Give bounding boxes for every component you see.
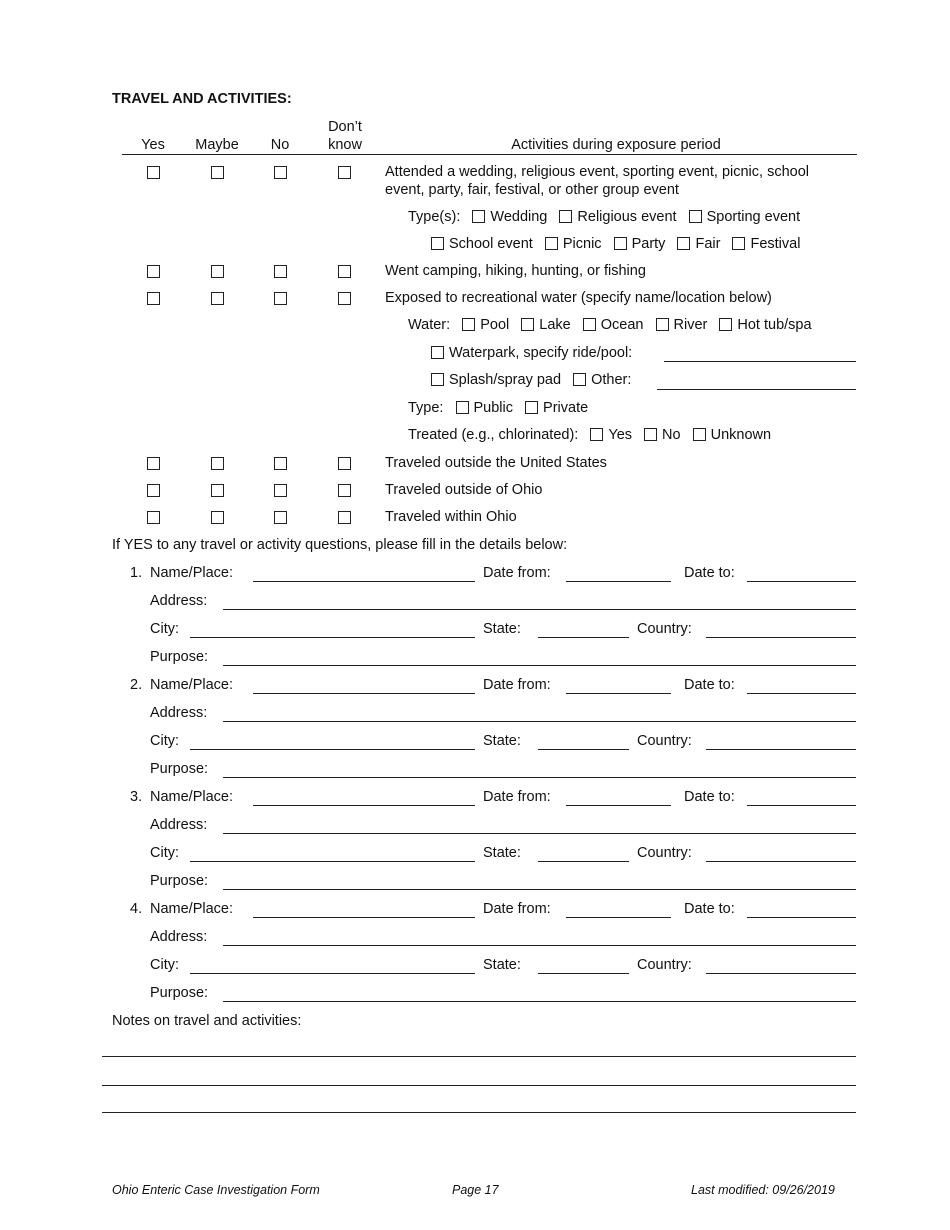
date-to-label: Date to:	[684, 677, 735, 693]
purpose-label: Purpose:	[150, 873, 209, 889]
name-place-label: Name/Place:	[150, 789, 234, 805]
state-input[interactable]	[538, 861, 629, 862]
outside-us-label: Traveled outside the United States	[385, 455, 607, 471]
country-input[interactable]	[706, 749, 856, 750]
state-label: State:	[483, 845, 521, 861]
public-label: Public	[473, 400, 513, 416]
other-water-input[interactable]	[657, 389, 856, 390]
outside-us-no-checkbox[interactable]	[274, 457, 287, 470]
outside-ohio-label: Traveled outside of Ohio	[385, 482, 543, 498]
date-to-label: Date to:	[684, 901, 735, 917]
notes-line-1[interactable]	[102, 1056, 856, 1057]
purpose-input[interactable]	[223, 1001, 856, 1002]
name-place-input[interactable]	[253, 581, 475, 582]
lake-label: Lake	[539, 317, 571, 333]
camping-maybe-checkbox[interactable]	[211, 265, 224, 278]
picnic-checkbox[interactable]	[545, 237, 558, 250]
waterpark-label: Waterpark, specify ride/pool:	[449, 345, 633, 361]
event-types-row1	[408, 209, 800, 226]
treated-yes-label: Yes	[608, 427, 633, 443]
notes-line-2[interactable]	[102, 1085, 856, 1086]
camping-label: Went camping, hiking, hunting, or fishing	[385, 263, 646, 279]
header-activities: Activities during exposure period	[511, 137, 721, 153]
within-ohio-label: Traveled within Ohio	[385, 509, 517, 525]
fair-label: Fair	[695, 236, 721, 252]
date-to-input[interactable]	[747, 581, 856, 582]
section-title: TRAVEL AND ACTIVITIES:	[112, 91, 292, 107]
entry-number: 4.	[130, 901, 143, 917]
address-label: Address:	[150, 817, 208, 833]
notes-line-3[interactable]	[102, 1112, 856, 1113]
country-label: Country:	[637, 957, 692, 973]
ocean-checkbox[interactable]	[583, 318, 596, 331]
splash-row	[431, 372, 631, 389]
lake-checkbox[interactable]	[521, 318, 534, 331]
event-types-row2	[431, 236, 800, 253]
footer-last-modified: Last modified: 09/26/2019	[691, 1183, 835, 1197]
within-ohio-yes-checkbox[interactable]	[147, 511, 160, 524]
treated-no-checkbox[interactable]	[644, 428, 657, 441]
header-no: No	[270, 137, 290, 153]
state-input[interactable]	[538, 749, 629, 750]
header-dont-know-line1: Don’t	[328, 119, 362, 135]
sporting-event-checkbox[interactable]	[689, 210, 702, 223]
name-place-label: Name/Place:	[150, 901, 234, 917]
treated-unknown-checkbox[interactable]	[693, 428, 706, 441]
treated-yes-checkbox[interactable]	[590, 428, 603, 441]
country-input[interactable]	[706, 637, 856, 638]
school-event-checkbox[interactable]	[431, 237, 444, 250]
within-ohio-dont-know-checkbox[interactable]	[338, 511, 351, 524]
religious-event-checkbox[interactable]	[559, 210, 572, 223]
details-prompt: If YES to any travel or activity questions, please fill in the details below:	[112, 537, 568, 553]
country-input[interactable]	[706, 861, 856, 862]
date-to-input[interactable]	[747, 805, 856, 806]
country-label: Country:	[637, 733, 692, 749]
address-input[interactable]	[223, 833, 856, 834]
splash-pad-label: Splash/spray pad	[449, 372, 562, 388]
date-from-input[interactable]	[566, 693, 671, 694]
notes-label: Notes on travel and activities:	[112, 1013, 302, 1029]
date-from-label: Date from:	[483, 565, 551, 581]
city-label: City:	[150, 733, 179, 749]
date-to-label: Date to:	[684, 789, 735, 805]
other-water-label: Other:	[591, 372, 632, 388]
outside-us-dont-know-checkbox[interactable]	[338, 457, 351, 470]
name-place-input[interactable]	[253, 805, 475, 806]
name-place-label: Name/Place:	[150, 565, 234, 581]
header-yes: Yes	[141, 137, 165, 153]
footer-form-name: Ohio Enteric Case Investigation Form	[112, 1183, 320, 1197]
date-from-input[interactable]	[566, 805, 671, 806]
address-input[interactable]	[223, 609, 856, 610]
date-from-label: Date from:	[483, 901, 551, 917]
water-access-row	[408, 400, 588, 417]
sporting-event-label: Sporting event	[706, 209, 801, 225]
state-input[interactable]	[538, 973, 629, 974]
header-underline	[122, 154, 857, 155]
header-dont-know-line2: know	[328, 137, 362, 153]
date-from-label: Date from:	[483, 789, 551, 805]
types-label: Type(s):	[408, 209, 461, 225]
treated-no-label: No	[662, 427, 681, 443]
name-place-label: Name/Place:	[150, 677, 234, 693]
party-checkbox[interactable]	[614, 237, 627, 250]
public-checkbox[interactable]	[456, 401, 469, 414]
ocean-label: Ocean	[600, 317, 644, 333]
water-types-row	[408, 317, 812, 334]
state-input[interactable]	[538, 637, 629, 638]
address-label: Address:	[150, 929, 208, 945]
fair-checkbox[interactable]	[677, 237, 690, 250]
water-label: Water:	[408, 317, 451, 333]
outside-us-maybe-checkbox[interactable]	[211, 457, 224, 470]
purpose-label: Purpose:	[150, 761, 209, 777]
rec-water-maybe-checkbox[interactable]	[211, 292, 224, 305]
treated-unknown-label: Unknown	[710, 427, 772, 443]
outside-ohio-dont-know-checkbox[interactable]	[338, 484, 351, 497]
entry-number: 3.	[130, 789, 143, 805]
city-label: City:	[150, 621, 179, 637]
type-label: Type:	[408, 400, 444, 416]
name-place-input[interactable]	[253, 693, 475, 694]
address-label: Address:	[150, 593, 208, 609]
festival-checkbox[interactable]	[732, 237, 745, 250]
city-label: City:	[150, 957, 179, 973]
date-from-input[interactable]	[566, 917, 671, 918]
group-event-label-line1: Attended a wedding, religious event, sporting event, picnic, school	[385, 164, 809, 180]
picnic-label: Picnic	[562, 236, 602, 252]
within-ohio-no-checkbox[interactable]	[274, 511, 287, 524]
river-checkbox[interactable]	[656, 318, 669, 331]
group-event-no-checkbox[interactable]	[274, 166, 287, 179]
group-event-maybe-checkbox[interactable]	[211, 166, 224, 179]
private-label: Private	[543, 400, 589, 416]
festival-label: Festival	[750, 236, 801, 252]
outside-ohio-no-checkbox[interactable]	[274, 484, 287, 497]
outside-ohio-maybe-checkbox[interactable]	[211, 484, 224, 497]
country-input[interactable]	[706, 973, 856, 974]
group-event-yes-checkbox[interactable]	[147, 166, 160, 179]
date-to-input[interactable]	[747, 693, 856, 694]
outside-ohio-yes-checkbox[interactable]	[147, 484, 160, 497]
purpose-input[interactable]	[223, 889, 856, 890]
camping-dont-know-checkbox[interactable]	[338, 265, 351, 278]
party-label: Party	[631, 236, 666, 252]
state-label: State:	[483, 621, 521, 637]
city-input[interactable]	[190, 749, 475, 750]
name-place-input[interactable]	[253, 917, 475, 918]
date-from-label: Date from:	[483, 677, 551, 693]
footer-page-number: Page 17	[452, 1183, 499, 1197]
rec-water-no-checkbox[interactable]	[274, 292, 287, 305]
address-input[interactable]	[223, 945, 856, 946]
purpose-label: Purpose:	[150, 985, 209, 1001]
within-ohio-maybe-checkbox[interactable]	[211, 511, 224, 524]
rec-water-label: Exposed to recreational water (specify name/location below)	[385, 290, 772, 306]
group-event-label-line2: event, party, fair, festival, or other group event	[385, 182, 679, 198]
city-input[interactable]	[190, 637, 475, 638]
address-input[interactable]	[223, 721, 856, 722]
waterpark-checkbox[interactable]	[431, 346, 444, 359]
treated-label: Treated (e.g., chlorinated):	[408, 427, 579, 443]
purpose-label: Purpose:	[150, 649, 209, 665]
wedding-checkbox[interactable]	[472, 210, 485, 223]
purpose-input[interactable]	[223, 777, 856, 778]
waterpark-input[interactable]	[664, 361, 856, 362]
hot-tub-label: Hot tub/spa	[737, 317, 812, 333]
date-from-input[interactable]	[566, 581, 671, 582]
date-to-input[interactable]	[747, 917, 856, 918]
religious-event-label: Religious event	[577, 209, 677, 225]
city-label: City:	[150, 845, 179, 861]
city-input[interactable]	[190, 861, 475, 862]
splash-pad-checkbox[interactable]	[431, 373, 444, 386]
other-water-checkbox[interactable]	[573, 373, 586, 386]
date-to-label: Date to:	[684, 565, 735, 581]
entry-number: 2.	[130, 677, 143, 693]
group-event-dont-know-checkbox[interactable]	[338, 166, 351, 179]
camping-yes-checkbox[interactable]	[147, 265, 160, 278]
address-label: Address:	[150, 705, 208, 721]
state-label: State:	[483, 957, 521, 973]
country-label: Country:	[637, 845, 692, 861]
purpose-input[interactable]	[223, 665, 856, 666]
camping-no-checkbox[interactable]	[274, 265, 287, 278]
rec-water-dont-know-checkbox[interactable]	[338, 292, 351, 305]
pool-label: Pool	[480, 317, 510, 333]
city-input[interactable]	[190, 973, 475, 974]
wedding-label: Wedding	[490, 209, 548, 225]
country-label: Country:	[637, 621, 692, 637]
state-label: State:	[483, 733, 521, 749]
river-label: River	[673, 317, 708, 333]
rec-water-yes-checkbox[interactable]	[147, 292, 160, 305]
outside-us-yes-checkbox[interactable]	[147, 457, 160, 470]
hot-tub-checkbox[interactable]	[719, 318, 732, 331]
entry-number: 1.	[130, 565, 143, 581]
pool-checkbox[interactable]	[462, 318, 475, 331]
private-checkbox[interactable]	[525, 401, 538, 414]
school-event-label: School event	[449, 236, 533, 252]
header-maybe: Maybe	[195, 137, 239, 153]
treated-row	[408, 427, 771, 444]
waterpark-row	[431, 345, 632, 362]
